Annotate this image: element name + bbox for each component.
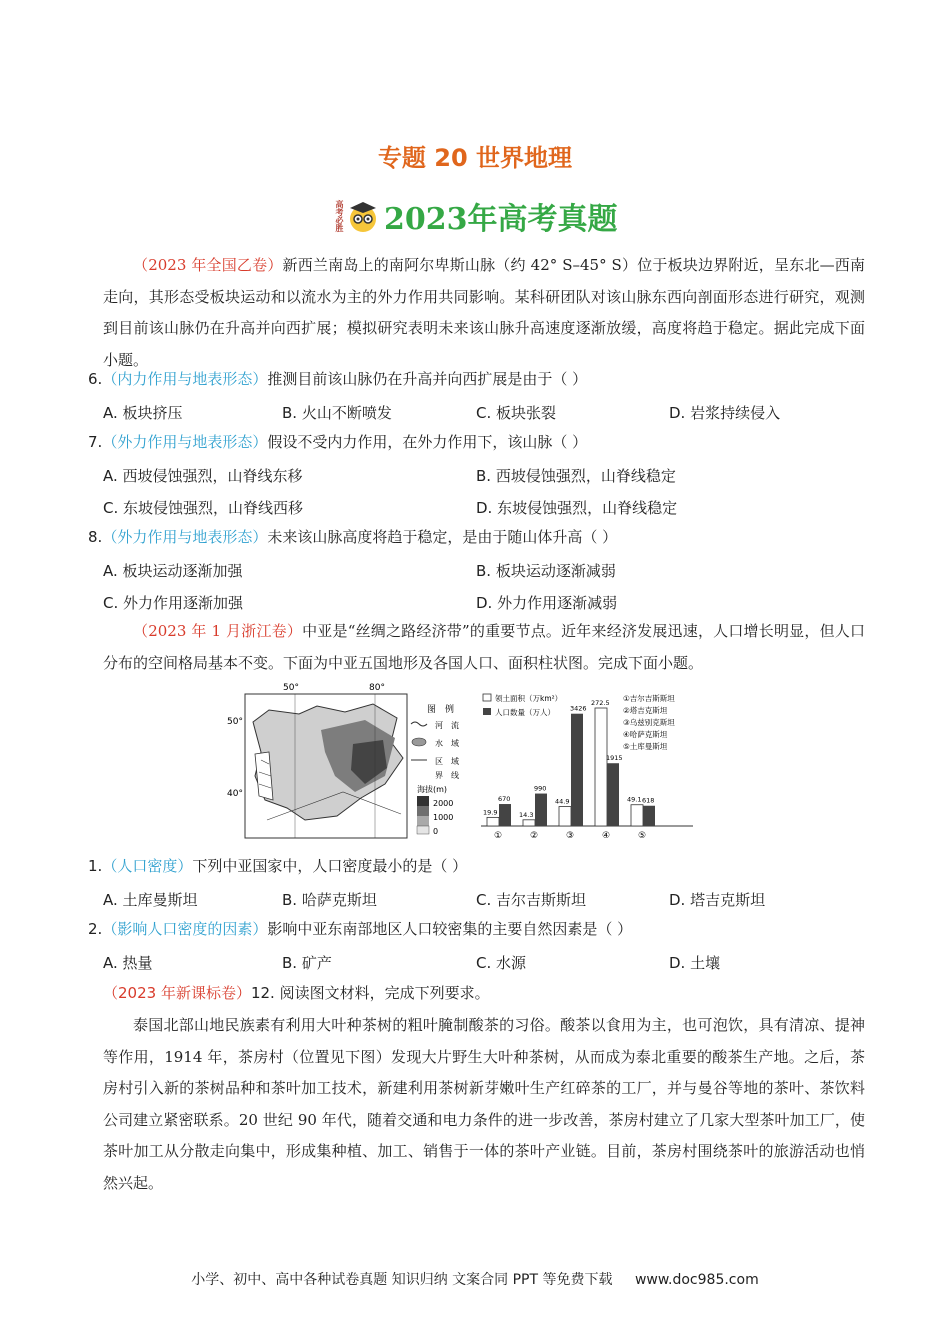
river-icon: [411, 722, 427, 726]
option-b[interactable]: B. 哈萨克斯坦: [282, 891, 377, 909]
option-c[interactable]: C. 板块张裂: [476, 404, 557, 422]
legend-swatch-area: [483, 694, 491, 701]
legend-item: 界 线: [435, 771, 459, 780]
question-number: 6.: [88, 370, 103, 388]
option-c[interactable]: C. 水源: [476, 954, 527, 972]
passage-2-text: 中亚是“丝绸之路经济带”的重要节点。近年来经济发展迅速，人口增长明显，但人口分布的空间格局基本不变。下面为中亚五国地形及各国人口、面积柱状图。完成下面小题。: [103, 622, 865, 672]
bar-area: [595, 708, 607, 826]
bar-area: [487, 817, 499, 826]
question-8: [88, 522, 868, 553]
graduate-mascot-icon: [346, 199, 380, 233]
option-d[interactable]: D. 东坡侵蚀强烈，山脊线稳定: [476, 499, 678, 517]
bar-population: [607, 763, 619, 826]
question-number: 7.: [88, 433, 103, 451]
question-topic: （人口密度）: [102, 857, 193, 875]
legend-item: 河 流: [435, 721, 459, 730]
question-topic: （内力作用与地表形态）: [102, 370, 268, 388]
option-d[interactable]: D. 岩浆持续侵入: [669, 404, 781, 422]
lat-label: 50°: [227, 717, 243, 727]
legend-country: ⑤土库曼斯坦: [623, 742, 668, 751]
option-b[interactable]: B. 矿产: [282, 954, 332, 972]
water-body-icon: [412, 738, 426, 746]
bar-label-area: 49.1: [627, 795, 642, 804]
question-1: [88, 851, 868, 882]
option-d[interactable]: D. 土壤: [669, 954, 721, 972]
question-stem: 未来该山脉高度将趋于稳定，是由于随山体升高（ ）: [267, 528, 618, 546]
bar-area: [631, 805, 643, 826]
option-c[interactable]: C. 外力作用逐渐加强: [103, 594, 244, 612]
option-a[interactable]: A. 板块挤压: [103, 404, 183, 422]
bar-population: [499, 804, 511, 826]
legend-item: 区 域: [435, 757, 459, 766]
footer-url[interactable]: www.doc985.com: [634, 1272, 759, 1288]
bar-label-population: 670: [498, 795, 511, 804]
question-stem: 下列中亚国家中，人口密度最小的是（ ）: [192, 857, 468, 875]
passage-1-text: 新西兰南岛上的南阿尔卑斯山脉（约 42° S–45° S）位于板块边界附近，呈东北—西南走向，其形态受板块运动和以流水为主的外力作用共同影响。某科研团队对该山脉东西向剖面形态进行研究，观测到目前该山脉仍在升高并向西扩展；模拟研究表明未来该山脉升高速度逐渐放缓，高度将趋于稳定。据此完成下面小题。: [103, 256, 865, 369]
legend-swatch-population: [483, 708, 491, 715]
question-topic: （外力作用与地表形态）: [102, 528, 268, 546]
category-tick-label: ⑤: [638, 831, 647, 841]
legend-country: ④哈萨克斯坦: [623, 730, 668, 739]
question-topic: （影响人口密度的因素）: [102, 920, 268, 938]
elevation-swatch: [417, 816, 429, 826]
section-banner: [335, 192, 618, 240]
option-d[interactable]: D. 外力作用逐渐减弱: [476, 594, 618, 612]
question-12: [103, 978, 883, 1009]
bar-area: [559, 807, 571, 826]
bar-population: [571, 714, 583, 826]
question-6: [88, 364, 868, 395]
elevation-title: 海拔(m): [417, 785, 448, 794]
legend-title: 图 例: [427, 705, 455, 715]
bar-label-population: 1915: [606, 754, 623, 763]
question-stem: 假设不受内力作用，在外力作用下，该山脉（ ）: [267, 433, 588, 451]
banner-title: 2023年高考真题: [384, 202, 618, 237]
bar-label-area: 14.3: [519, 810, 534, 819]
bar-label-area: 19.9: [483, 808, 498, 817]
elevation-tick: 2000: [433, 799, 454, 808]
passage-2: [103, 616, 865, 679]
bar-label-population: 618: [642, 796, 655, 805]
option-c[interactable]: C. 吉尔吉斯斯坦: [476, 891, 587, 909]
question-topic: （外力作用与地表形态）: [102, 433, 268, 451]
question-stem: 12. 阅读图文材料，完成下列要求。: [250, 984, 490, 1002]
legend-series-area: 领土面积（万km²）: [495, 694, 563, 703]
legend-series-population: 人口数量（万人）: [495, 708, 555, 717]
legend-country: ②塔吉克斯坦: [623, 706, 668, 715]
option-a[interactable]: A. 土库曼斯坦: [103, 891, 198, 909]
elevation-tick: 1000: [433, 813, 454, 822]
lon-label: 80°: [369, 683, 385, 693]
legend-item: 水 域: [435, 739, 459, 748]
option-c[interactable]: C. 东坡侵蚀强烈，山脊线西移: [103, 499, 304, 517]
question-number: 8.: [88, 528, 103, 546]
question-stem: 推测目前该山脉仍在升高并向西扩展是由于（ ）: [267, 370, 588, 388]
category-tick-label: ①: [494, 831, 503, 841]
category-tick-label: ②: [530, 831, 539, 841]
passage-2-source: （2023 年 1 月浙江卷）: [133, 622, 303, 640]
option-a[interactable]: A. 西坡侵蚀强烈，山脊线东移: [103, 467, 303, 485]
legend-country: ③乌兹别克斯坦: [623, 718, 675, 727]
category-tick-label: ④: [602, 831, 611, 841]
question-number: 2.: [88, 920, 103, 938]
elevation-swatch: [417, 826, 429, 834]
option-a[interactable]: A. 板块运动逐渐加强: [103, 562, 243, 580]
elevation-swatch: [417, 806, 429, 816]
passage-1: [103, 250, 865, 376]
option-a[interactable]: A. 热量: [103, 954, 153, 972]
option-b[interactable]: B. 板块运动逐渐减弱: [476, 562, 616, 580]
bar-label-population: 3426: [570, 704, 587, 713]
question-2: [88, 914, 868, 945]
bar-population: [643, 806, 655, 826]
category-tick-label: ③: [566, 831, 575, 841]
footer-text: 小学、初中、高中各种试卷真题 知识归纳 文案合同 PPT 等免费下载: [191, 1272, 613, 1288]
option-b[interactable]: B. 火山不断喷发: [282, 404, 392, 422]
lon-label: 50°: [283, 683, 299, 693]
question-source: （2023 年新课标卷）: [103, 984, 251, 1002]
passage-1-source: （2023 年全国乙卷）: [133, 256, 283, 274]
option-b[interactable]: B. 西坡侵蚀强烈，山脊线稳定: [476, 467, 676, 485]
bar-label-area: 272.5: [591, 699, 610, 707]
question-7: [88, 427, 868, 458]
bar-area: [523, 820, 535, 826]
page-title: 专题 20 世界地理: [377, 144, 573, 172]
bar-label-population: 990: [534, 784, 547, 793]
passage-3: 泰国北部山地民族素有利用大叶种茶树的粗叶腌制酸茶的习俗。酸茶以食用为主，也可泡饮，具有清凉、提神等作用，1914 年，茶房村（位置见下图）发现大片野生大叶种茶树，从而成为泰北重要的酸茶生产地。之后，茶房村引入新的茶树品种和茶叶加工技术，新建利用茶树新芽嫩叶生产红碎茶的工厂，并与曼谷等地的茶叶、茶饮料公司建立紧密联系。20 世纪 90 年代，随着交通和电力条件的进一步改善，茶房村建立了几家大型茶叶加工厂，使茶叶加工从分散走向集中，形成集种植、加工、销售于一体的茶叶产业链。目前，茶房村围绕茶叶的旅游活动也悄然兴起。: [103, 1016, 865, 1192]
central-asia-map: [225, 680, 475, 840]
option-d[interactable]: D. 塔吉克斯坦: [669, 891, 766, 909]
legend-country: ①吉尔吉斯斯坦: [623, 694, 675, 703]
lat-label: 40°: [227, 789, 243, 799]
bar-label-area: 44.9: [555, 797, 570, 806]
banner-side-text: 高考必胜: [335, 200, 345, 232]
bar-population: [535, 794, 547, 826]
question-number: 1.: [88, 857, 103, 875]
question-stem: 影响中亚东南部地区人口较密集的主要自然因素是（ ）: [267, 920, 633, 938]
elevation-tick: 0: [433, 827, 439, 836]
elevation-swatch: [417, 796, 429, 806]
page-footer: [0, 1269, 950, 1289]
population-area-bar-chart: [477, 684, 725, 844]
